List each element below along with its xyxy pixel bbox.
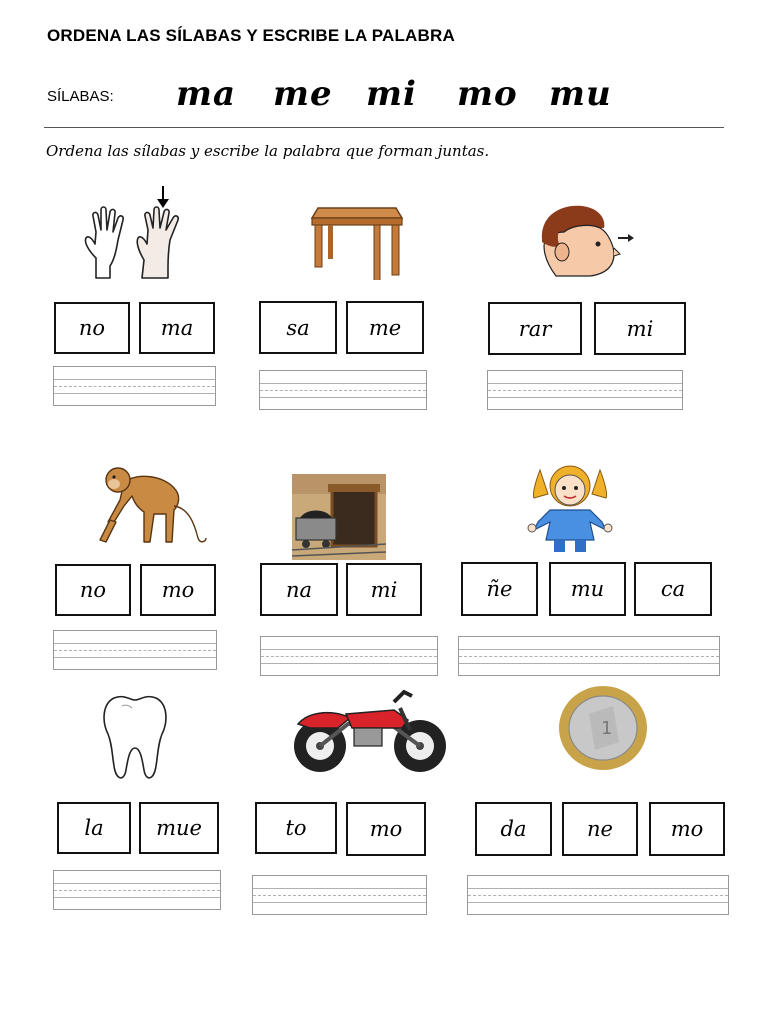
- instruction-text: Ordena las sílabas y escribe la palabra que forman juntas.: [46, 142, 490, 160]
- syllable-tile[interactable]: mi: [594, 302, 686, 355]
- syllable-tile[interactable]: mu: [549, 562, 626, 616]
- syllable-tile[interactable]: mue: [139, 802, 219, 854]
- tooth-icon: [100, 692, 170, 784]
- syllable-tile[interactable]: no: [55, 564, 131, 616]
- monkey-icon: [94, 462, 210, 548]
- syllable-tile[interactable]: to: [255, 802, 337, 854]
- syllable-item: mo: [457, 74, 518, 114]
- writing-lines[interactable]: [487, 370, 683, 410]
- syllable-tile[interactable]: la: [57, 802, 131, 854]
- syllable-tile[interactable]: ne: [562, 802, 638, 856]
- head-looking-icon: [534, 202, 638, 282]
- page-title: ORDENA LAS SÍLABAS Y ESCRIBE LA PALABRA: [47, 26, 455, 45]
- writing-lines[interactable]: [467, 875, 729, 915]
- svg-text:1: 1: [601, 718, 613, 739]
- writing-lines[interactable]: [260, 636, 438, 676]
- table-icon: [306, 202, 406, 280]
- syllable-item: me: [273, 74, 333, 114]
- writing-lines[interactable]: [259, 370, 427, 410]
- syllable-item: ma: [176, 74, 237, 114]
- mine-icon: [292, 474, 386, 560]
- syllable-tile[interactable]: na: [260, 563, 338, 616]
- motorbike-icon: [290, 688, 450, 780]
- syllables-label: SÍLABAS:: [47, 88, 114, 105]
- syllable-tile[interactable]: mo: [346, 802, 426, 856]
- syllable-tile[interactable]: ca: [634, 562, 712, 616]
- syllable-item: mi: [366, 74, 417, 114]
- doll-icon: [520, 460, 620, 560]
- writing-lines[interactable]: [53, 366, 216, 406]
- syllable-tile[interactable]: da: [475, 802, 552, 856]
- syllable-tile[interactable]: mo: [140, 564, 216, 616]
- syllable-tile[interactable]: ñe: [461, 562, 538, 616]
- hands-icon: [80, 186, 192, 282]
- writing-lines[interactable]: [53, 630, 217, 670]
- syllable-tile[interactable]: sa: [259, 301, 337, 354]
- syllable-tile[interactable]: mo: [649, 802, 725, 856]
- writing-lines[interactable]: [458, 636, 720, 676]
- syllable-item: mu: [549, 74, 612, 114]
- writing-lines[interactable]: [53, 870, 221, 910]
- syllable-tile[interactable]: ma: [139, 302, 215, 354]
- divider: [44, 127, 724, 128]
- syllable-tile[interactable]: mi: [346, 563, 422, 616]
- syllable-tile[interactable]: me: [346, 301, 424, 354]
- syllable-tile[interactable]: rar: [488, 302, 582, 355]
- writing-lines[interactable]: [252, 875, 427, 915]
- coin-icon: [555, 684, 651, 774]
- syllable-tile[interactable]: no: [54, 302, 130, 354]
